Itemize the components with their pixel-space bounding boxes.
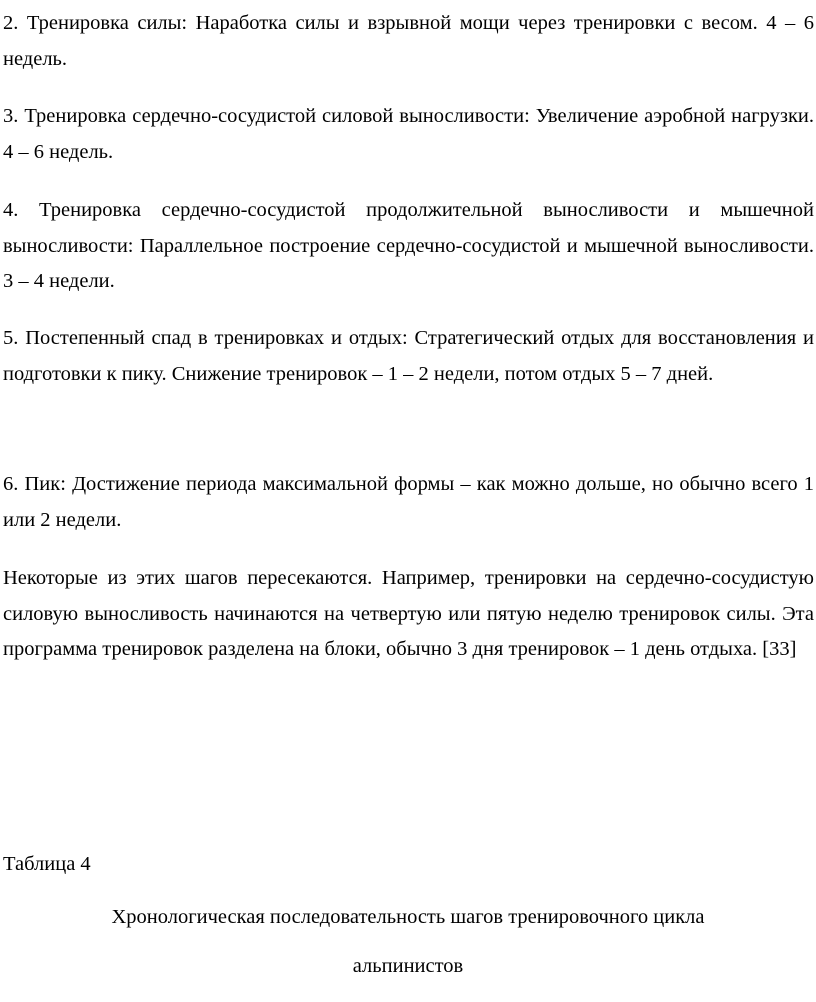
step-6-text: Достижение периода максимальной формы – как можно дольше, но обычно всего 1 или 2 недели.: [3, 473, 814, 531]
step-5-paragraph: [3, 321, 814, 392]
summary-paragraph: Некоторые из этих шагов пересекаются. Например, тренировки на сердечно-сосудистую силовую выносливость начинаются на четвертую или пятую неделю тренировок силы. Эта программа тренировок разделена на блоки, обычно 3 дня тренировок – 1 день отдыха. [33]: [3, 567, 814, 660]
step-5-text: Стратегический отдых для восстановления и подготовки к пику. Снижение тренировок – 1 – 2 недели, потом отдых 5 – 7 дней.: [3, 327, 814, 385]
step-4-text: Параллельное построение сердечно-сосудистой и мышечной выносливости. 3 – 4 недели.: [3, 234, 814, 292]
step-4-lead: 4. Тренировка сердечно-сосудистой продолжительной выносливости и мышечной выносливости:: [3, 199, 814, 257]
step-2-text: Наработка силы и взрывной мощи через тренировки с весом. 4 – 6 недель.: [3, 12, 814, 70]
table-label: Таблица 4: [3, 853, 91, 875]
step-2-lead: 2. Тренировка силы:: [3, 12, 188, 34]
step-6-paragraph: [3, 467, 814, 538]
step-3-paragraph: [3, 99, 814, 170]
table-caption-line-1: Хронологическая последовательность шагов тренировочного цикла: [111, 906, 705, 928]
step-4-paragraph: [3, 193, 814, 300]
table-caption-line-2: альпинистов: [352, 955, 464, 977]
step-3-text: Увеличение аэробной нагрузки. 4 – 6 недель.: [3, 105, 814, 163]
step-3-lead: 3. Тренировка сердечно-сосудистой силовой выносливости:: [3, 105, 530, 127]
step-5-lead: 5. Постепенный спад в тренировках и отдых:: [3, 327, 408, 349]
step-6-lead: 6. Пик:: [3, 473, 66, 495]
step-2-paragraph: [3, 6, 814, 77]
